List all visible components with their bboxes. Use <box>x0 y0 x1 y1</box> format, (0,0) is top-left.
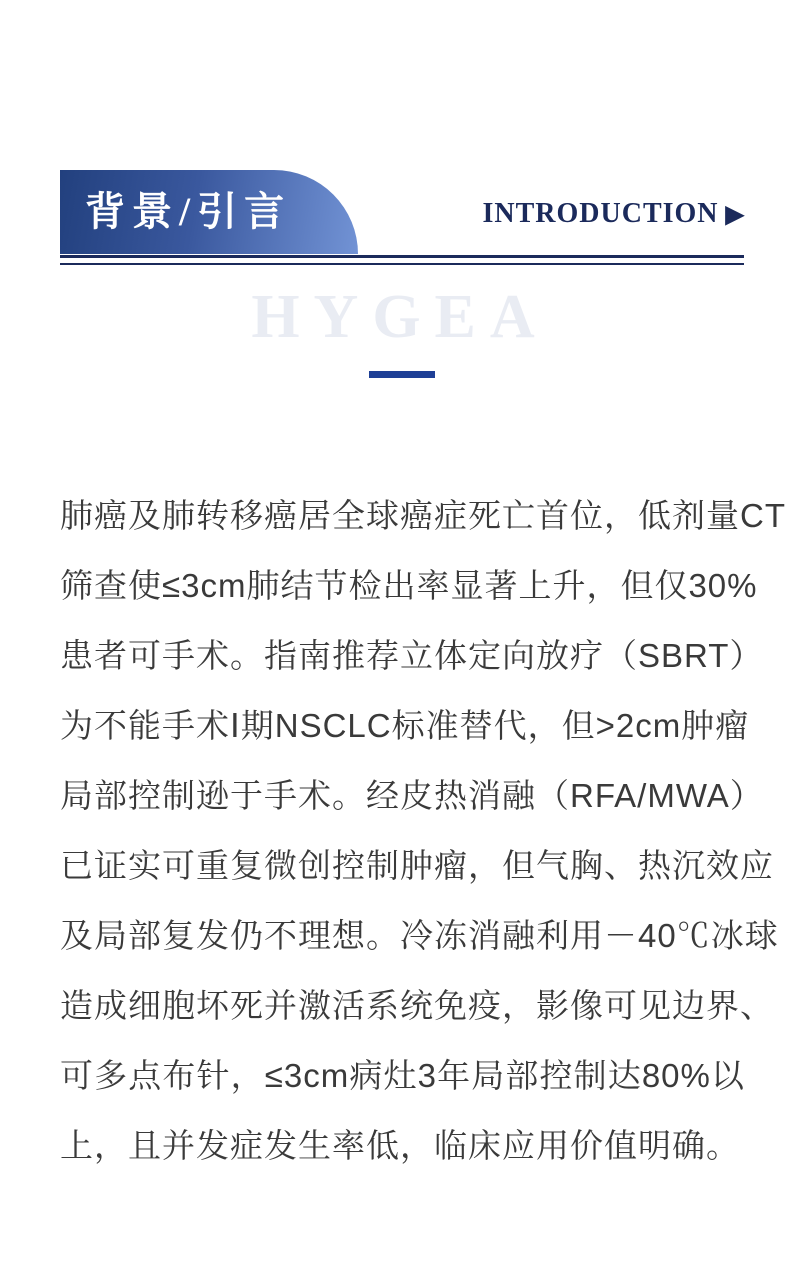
paragraph-line: 为不能手术Ⅰ期NSCLC标准替代，但>2cm肿瘤 <box>60 707 750 744</box>
arrow-right-icon: ▶ <box>725 202 744 228</box>
paragraph-line: 及局部复发仍不理想。冷冻消融利用－40℃冰球 <box>60 917 779 954</box>
watermark-underline <box>369 371 435 378</box>
paragraph-line: 筛查使≤3cm肺结节检出率显著上升，但仅30% <box>60 567 758 604</box>
body-text <box>60 481 786 1181</box>
section-header-box <box>60 170 358 254</box>
header-rule-top <box>60 255 744 258</box>
paragraph-line: 肺癌及肺转移癌居全球癌症死亡首位，低剂量CT <box>60 497 786 534</box>
watermark-text: HYGEA <box>251 283 549 351</box>
paragraph-line: 上，且并发症发生率低，临床应用价值明确。 <box>60 1127 740 1164</box>
section-subtitle <box>483 200 745 228</box>
paragraph-line: 可多点布针，≤3cm病灶3年局部控制达80%以 <box>60 1057 745 1094</box>
paragraph-line: 患者可手术。指南推荐立体定向放疗（SBRT） <box>60 637 764 674</box>
section-title: 背景/引言 <box>85 189 292 234</box>
paragraph-line: 造成细胞坏死并激活系统免疫，影像可见边界、 <box>60 987 774 1024</box>
paragraph-line: 已证实可重复微创控制肿瘤，但气胸、热沉效应 <box>60 847 774 884</box>
paragraph-line: 局部控制逊于手术。经皮热消融（RFA/MWA） <box>60 777 764 814</box>
section-subtitle-en: INTRODUCTION <box>482 198 719 229</box>
header-rule-bottom <box>60 263 744 265</box>
